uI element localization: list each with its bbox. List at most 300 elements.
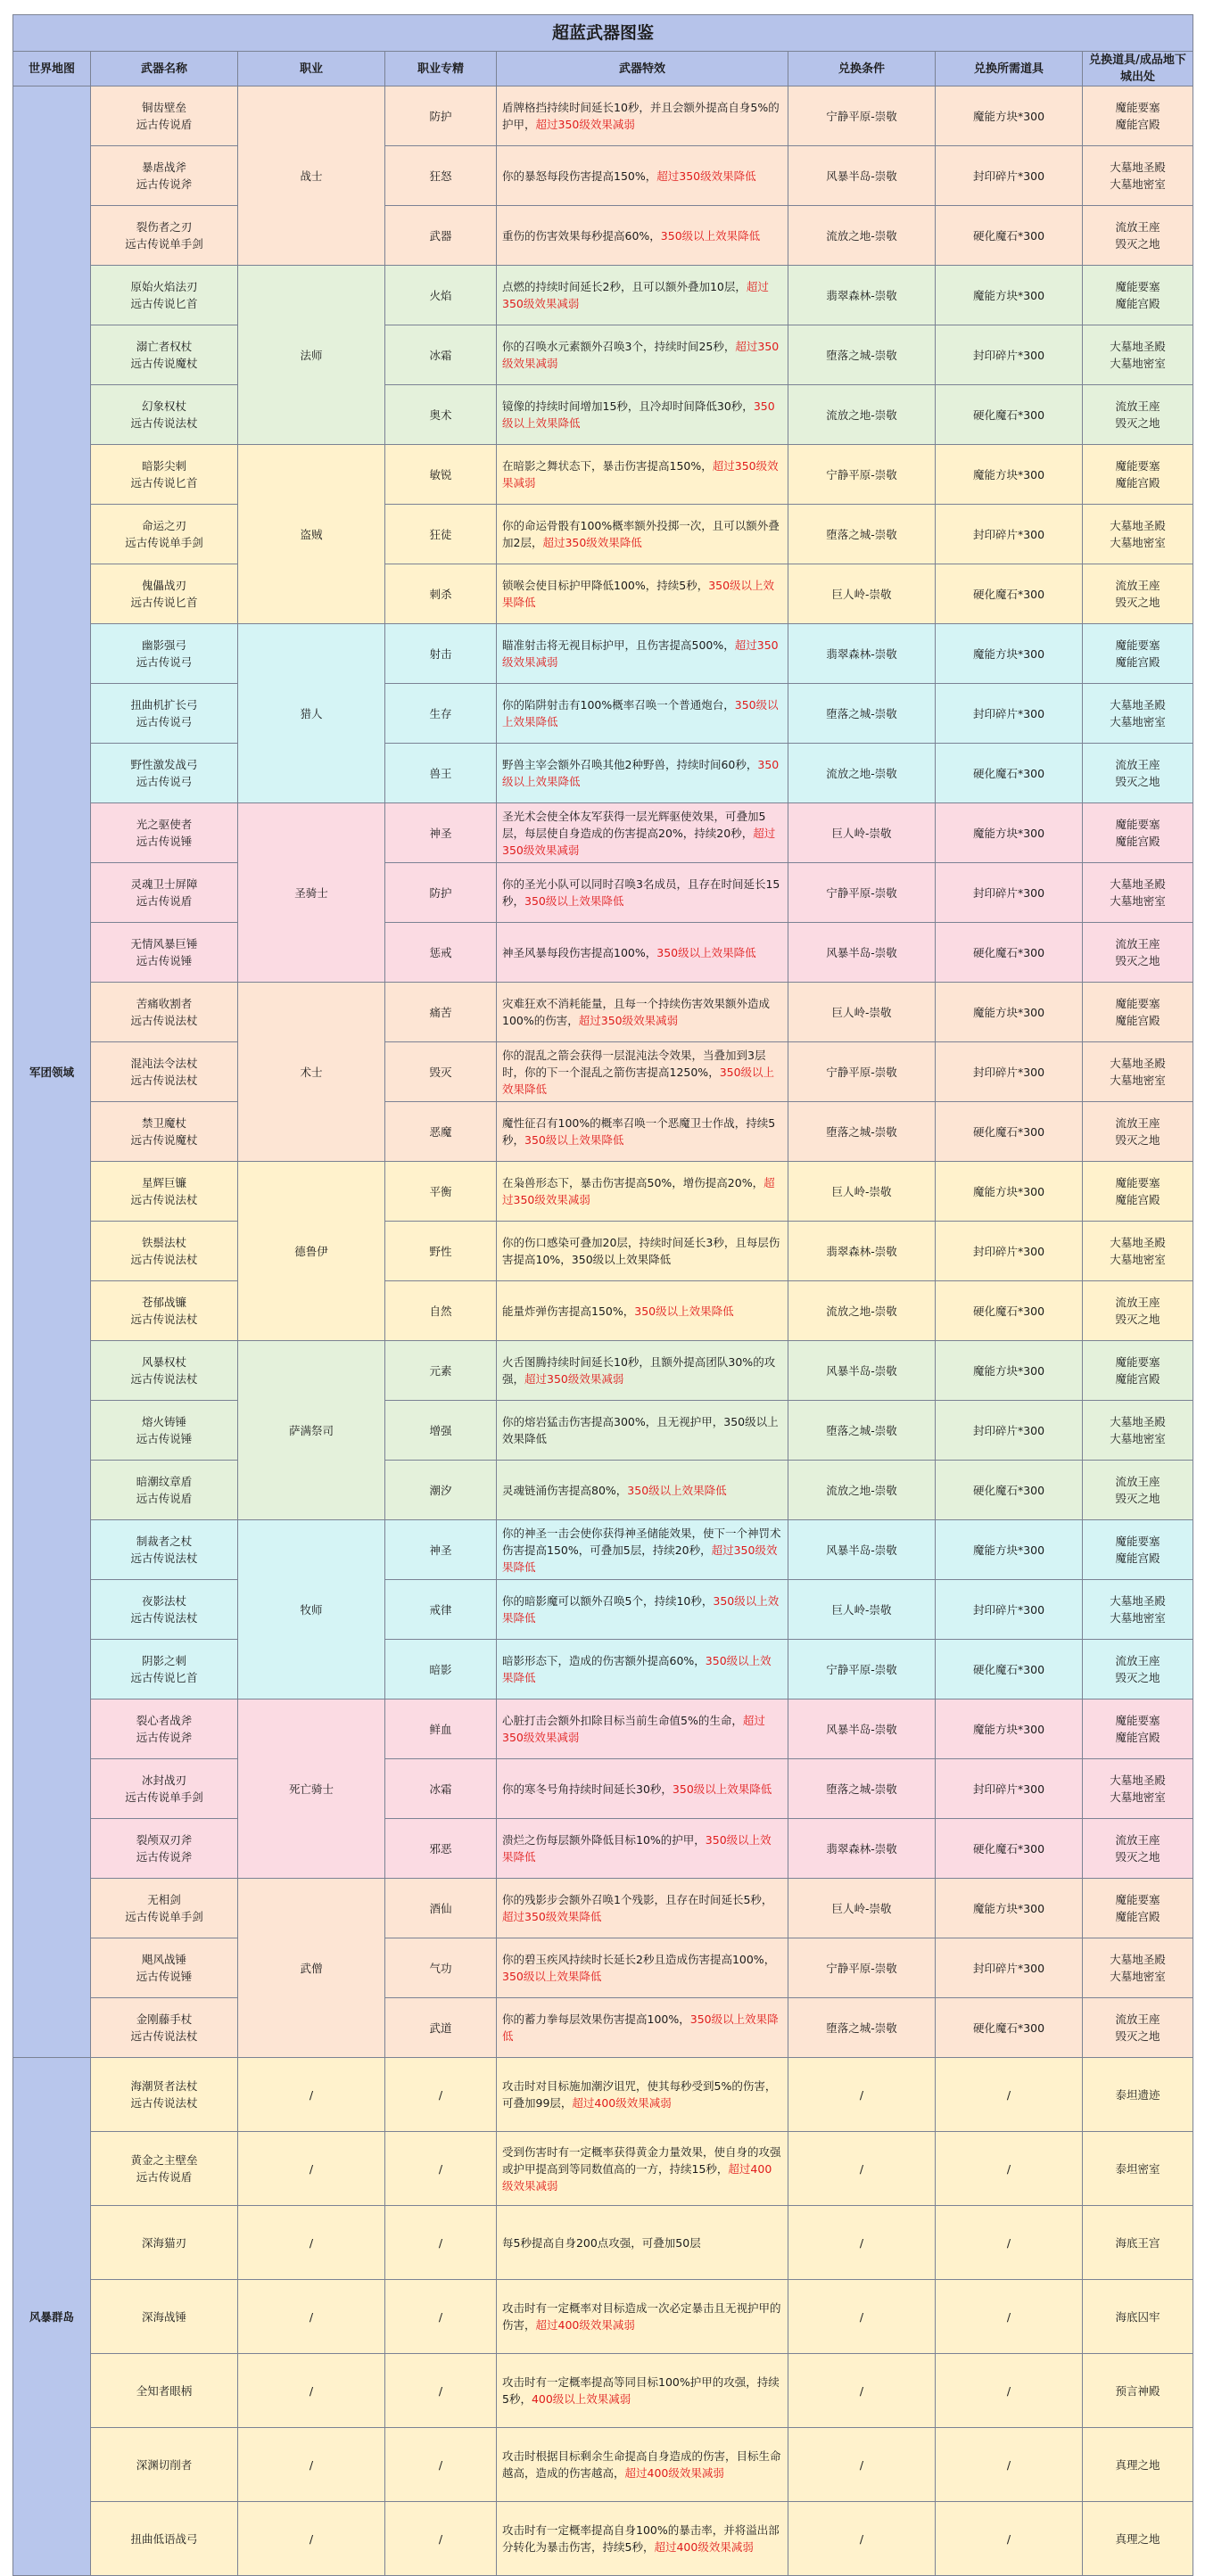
spec-cell: 兽王 bbox=[385, 744, 497, 803]
source-cell bbox=[1083, 1042, 1193, 1102]
item-cell: 魔能方块*300 bbox=[936, 983, 1083, 1042]
weapon-name-cell bbox=[91, 923, 238, 983]
effect-cell bbox=[497, 2280, 788, 2354]
effect-warning: 超过400级效果减弱 bbox=[502, 2161, 772, 2193]
condition-cell: 堕落之城-崇敬 bbox=[788, 325, 936, 385]
effect-text: 攻击时有一定概率提高自身100%的暴击率，并将溢出部分转化为暴击伤害，持续5秒， bbox=[502, 2523, 780, 2554]
effect-text: 锁喉会使目标护甲降低100%，持续5秒， bbox=[502, 579, 709, 592]
weapon-name: 金刚藤手杖 bbox=[136, 2012, 193, 2026]
item-cell: 封印碎片*300 bbox=[936, 505, 1083, 564]
spec-cell: 冰霜 bbox=[385, 1759, 497, 1819]
condition-cell: 巨人岭-崇敬 bbox=[788, 1879, 936, 1938]
spec-cell: / bbox=[385, 2354, 497, 2428]
effect-text: 重伤的伤害效果每秒提高60%， bbox=[502, 228, 661, 243]
source-dungeon: 魔能宫殿 bbox=[1115, 1910, 1160, 1923]
class-cell: 德鲁伊 bbox=[238, 1162, 385, 1341]
source-dungeon: 魔能要塞 bbox=[1115, 997, 1160, 1010]
item-cell: 封印碎片*300 bbox=[936, 1580, 1083, 1640]
table-row bbox=[13, 1222, 1193, 1281]
condition-cell: 宁静平原-崇敬 bbox=[788, 1042, 936, 1102]
effect-warning: 超过350级效果减弱 bbox=[502, 280, 769, 310]
item-cell: / bbox=[936, 2502, 1083, 2576]
table-row bbox=[13, 624, 1193, 684]
source-cell bbox=[1083, 1640, 1193, 1700]
world-map-cell: 风暴群岛 bbox=[13, 2058, 91, 2576]
effect-cell bbox=[497, 684, 788, 744]
header-spec: 职业专精 bbox=[385, 52, 497, 86]
effect-warning: 超过350级效果减弱 bbox=[578, 1014, 679, 1027]
spec-cell: 暗影 bbox=[385, 1640, 497, 1700]
weapon-name: 裂颅双刃斧 bbox=[136, 1833, 193, 1847]
spec-cell: 野性 bbox=[385, 1222, 497, 1281]
effect-warning: 350级以上效果降低 bbox=[502, 579, 775, 609]
header-item: 兑换所需道具 bbox=[936, 52, 1083, 86]
weapon-name-cell bbox=[91, 1879, 238, 1938]
weapon-name-cell bbox=[91, 1580, 238, 1640]
class-cell: / bbox=[238, 2428, 385, 2502]
weapon-type: 远古传说斧 bbox=[136, 1731, 193, 1744]
effect-warning: 超过350级效果减弱 bbox=[502, 826, 776, 857]
condition-cell: 巨人岭-崇敬 bbox=[788, 564, 936, 624]
condition-cell: 宁静平原-崇敬 bbox=[788, 1640, 936, 1700]
weapon-name-cell bbox=[91, 1520, 238, 1580]
weapon-type: 远古传说单手剑 bbox=[125, 237, 203, 251]
source-dungeon: 大墓地密室 bbox=[1110, 1074, 1166, 1087]
weapon-name: 全知者眼柄 bbox=[136, 2383, 193, 2398]
weapon-name: 铁鬃法杖 bbox=[141, 1236, 186, 1249]
source-cell bbox=[1083, 1879, 1193, 1938]
weapon-type: 远古传说单手剑 bbox=[125, 1790, 203, 1804]
page-title: 超蓝武器图鉴 bbox=[13, 15, 1193, 52]
spec-cell: 神圣 bbox=[385, 1520, 497, 1580]
condition-cell: 风暴半岛-崇敬 bbox=[788, 1520, 936, 1580]
condition-cell: 风暴半岛-崇敬 bbox=[788, 146, 936, 206]
weapon-name-cell bbox=[91, 1401, 238, 1461]
condition-cell: 巨人岭-崇敬 bbox=[788, 1162, 936, 1222]
item-cell: 魔能方块*300 bbox=[936, 624, 1083, 684]
item-cell: 封印碎片*300 bbox=[936, 146, 1083, 206]
spec-cell: 刺杀 bbox=[385, 564, 497, 624]
header-class: 职业 bbox=[238, 52, 385, 86]
source-dungeon: 大墓地密室 bbox=[1110, 1432, 1166, 1445]
source-cell bbox=[1083, 624, 1193, 684]
condition-cell: 宁静平原-崇敬 bbox=[788, 445, 936, 505]
source-dungeon: 毁灭之地 bbox=[1115, 1492, 1160, 1505]
table-row bbox=[13, 445, 1193, 505]
table-row bbox=[13, 1580, 1193, 1640]
source-cell bbox=[1083, 564, 1193, 624]
source-cell bbox=[1083, 1819, 1193, 1879]
effect-text: 你的命运骨骰有100%概率额外投掷一次，且可以额外叠加2层， bbox=[502, 519, 780, 549]
source-cell bbox=[1083, 1341, 1193, 1401]
effect-cell bbox=[497, 505, 788, 564]
effect-text: 你的伤口感染可叠加20层，持续时间延长3秒，且每层伤害提高10%，350级以上效果降低 bbox=[502, 1236, 780, 1266]
weapon-name-cell bbox=[91, 1700, 238, 1759]
table-row bbox=[13, 2206, 1193, 2280]
table-row bbox=[13, 1998, 1193, 2058]
weapon-type: 远古传说法杖 bbox=[130, 1074, 198, 1087]
table-row bbox=[13, 923, 1193, 983]
item-cell: 魔能方块*300 bbox=[936, 803, 1083, 863]
weapon-name: 野性激发战弓 bbox=[130, 758, 198, 771]
source-cell bbox=[1083, 445, 1193, 505]
source-dungeon: 大墓地圣殿 bbox=[1110, 1774, 1166, 1787]
source-cell bbox=[1083, 1281, 1193, 1341]
effect-text: 能量炸弹伤害提高150%， bbox=[502, 1304, 635, 1318]
source-dungeon: 毁灭之地 bbox=[1115, 2029, 1160, 2043]
weapon-name: 深海战锤 bbox=[141, 2309, 186, 2324]
weapon-name-cell bbox=[91, 2206, 238, 2280]
table-body bbox=[13, 86, 1193, 2576]
source-cell bbox=[1083, 1938, 1193, 1998]
item-cell: 硬化魔石*300 bbox=[936, 1640, 1083, 1700]
weapon-name: 禁卫魔杖 bbox=[141, 1116, 186, 1130]
table-row bbox=[13, 2280, 1193, 2354]
table-row bbox=[13, 2502, 1193, 2576]
condition-cell: 风暴半岛-崇敬 bbox=[788, 923, 936, 983]
spec-cell: 平衡 bbox=[385, 1162, 497, 1222]
weapon-type: 远古传说法杖 bbox=[130, 2096, 198, 2110]
effect-cell bbox=[497, 983, 788, 1042]
condition-cell: / bbox=[788, 2058, 936, 2132]
source-cell bbox=[1083, 86, 1193, 146]
effect-warning: 350级以上效果降低 bbox=[502, 698, 779, 728]
effect-cell bbox=[497, 445, 788, 505]
table-row bbox=[13, 744, 1193, 803]
weapon-name: 阴影之刺 bbox=[141, 1654, 186, 1667]
source-dungeon: 魔能宫殿 bbox=[1115, 1193, 1160, 1206]
weapon-name-cell bbox=[91, 1461, 238, 1520]
weapon-type: 远古传说锤 bbox=[136, 835, 193, 848]
weapon-name-cell bbox=[91, 1640, 238, 1700]
effect-text: 暗影形态下，造成的伤害额外提高60%， bbox=[502, 1654, 706, 1667]
condition-cell: 宁静平原-崇敬 bbox=[788, 863, 936, 923]
class-cell: / bbox=[238, 2280, 385, 2354]
item-cell: 硬化魔石*300 bbox=[936, 1102, 1083, 1162]
source-dungeon: 毁灭之地 bbox=[1115, 237, 1160, 251]
weapon-name-cell bbox=[91, 2502, 238, 2576]
effect-cell bbox=[497, 1520, 788, 1580]
source-dungeon: 魔能要塞 bbox=[1115, 1355, 1160, 1369]
source-dungeon: 大墓地圣殿 bbox=[1110, 519, 1166, 532]
source-dungeon: 毁灭之地 bbox=[1115, 954, 1160, 967]
table-row bbox=[13, 266, 1193, 325]
weapon-name-cell bbox=[91, 266, 238, 325]
item-cell: / bbox=[936, 2354, 1083, 2428]
effect-cell bbox=[497, 2132, 788, 2206]
weapon-name: 扭曲机扩长弓 bbox=[130, 698, 198, 712]
effect-text: 攻击时有一定概率对目标造成一次必定暴击且无视护甲的伤害， bbox=[502, 2301, 781, 2332]
spec-cell: / bbox=[385, 2206, 497, 2280]
weapon-name-cell bbox=[91, 206, 238, 266]
effect-cell bbox=[497, 86, 788, 146]
condition-cell: 宁静平原-崇敬 bbox=[788, 86, 936, 146]
condition-cell: 堕落之城-崇敬 bbox=[788, 1759, 936, 1819]
weapon-type: 远古传说法杖 bbox=[130, 1193, 198, 1206]
source-cell bbox=[1083, 803, 1193, 863]
table-row bbox=[13, 1938, 1193, 1998]
effect-warning: 400级以上效果减弱 bbox=[531, 2392, 631, 2406]
effect-warning: 超过400级效果减弱 bbox=[535, 2318, 635, 2332]
class-cell: 牧师 bbox=[238, 1520, 385, 1700]
effect-warning: 350级以上效果降低 bbox=[524, 894, 624, 908]
weapon-name-cell bbox=[91, 2428, 238, 2502]
source-dungeon: 流放王座 bbox=[1115, 1475, 1160, 1488]
weapon-name: 傀儡战刃 bbox=[141, 579, 186, 592]
weapon-name: 裂心者战斧 bbox=[136, 1714, 193, 1727]
source-dungeon: 流放王座 bbox=[1115, 937, 1160, 951]
class-cell: / bbox=[238, 2354, 385, 2428]
source-cell bbox=[1083, 1222, 1193, 1281]
source-dungeon: 魔能宫殿 bbox=[1115, 1014, 1160, 1027]
effect-warning: 350级以上效果降低 bbox=[634, 1304, 734, 1318]
spec-cell: 邪恶 bbox=[385, 1819, 497, 1879]
weapon-name: 熔火铸锤 bbox=[141, 1415, 186, 1428]
item-cell: 封印碎片*300 bbox=[936, 1222, 1083, 1281]
effect-cell bbox=[497, 1640, 788, 1700]
effect-cell bbox=[497, 1042, 788, 1102]
effect-cell bbox=[497, 1580, 788, 1640]
effect-cell bbox=[497, 1819, 788, 1879]
effect-cell bbox=[497, 624, 788, 684]
weapon-name-cell bbox=[91, 863, 238, 923]
effect-text: 你的寒冬号角持续时间延长30秒， bbox=[502, 1782, 673, 1796]
spec-cell: 武器 bbox=[385, 206, 497, 266]
source-cell bbox=[1083, 1580, 1193, 1640]
weapon-name: 命运之刃 bbox=[141, 519, 186, 532]
weapon-type: 远古传说法杖 bbox=[130, 1253, 198, 1266]
weapon-type: 远古传说斧 bbox=[136, 1850, 193, 1864]
source-dungeon: 流放王座 bbox=[1115, 1296, 1160, 1309]
source-dungeon: 大墓地圣殿 bbox=[1110, 340, 1166, 353]
item-cell: / bbox=[936, 2206, 1083, 2280]
effect-text: 灵魂链涌伤害提高80%， bbox=[502, 1483, 628, 1497]
spec-cell: 惩戒 bbox=[385, 923, 497, 983]
class-cell: / bbox=[238, 2058, 385, 2132]
spec-cell: 神圣 bbox=[385, 803, 497, 863]
weapon-type: 远古传说法杖 bbox=[130, 1372, 198, 1386]
effect-cell bbox=[497, 803, 788, 863]
item-cell: 硬化魔石*300 bbox=[936, 1819, 1083, 1879]
effect-text: 心脏打击会额外扣除目标当前生命值5%的生命， bbox=[502, 1714, 743, 1727]
class-cell: 盗贼 bbox=[238, 445, 385, 624]
effect-cell bbox=[497, 1102, 788, 1162]
spec-cell: 鲜血 bbox=[385, 1700, 497, 1759]
spec-cell: 防护 bbox=[385, 863, 497, 923]
source-dungeon: 魔能宫殿 bbox=[1115, 1731, 1160, 1744]
source-dungeon: 毁灭之地 bbox=[1115, 416, 1160, 430]
source-cell bbox=[1083, 2206, 1193, 2280]
effect-cell bbox=[497, 1879, 788, 1938]
table-row bbox=[13, 1401, 1193, 1461]
weapon-type: 远古传说匕首 bbox=[130, 476, 198, 490]
weapon-name: 无相剑 bbox=[147, 1893, 181, 1906]
weapon-type: 远古传说斧 bbox=[136, 177, 193, 191]
effect-text: 你的陷阱射击有100%概率召唤一个普通炮台， bbox=[502, 698, 735, 712]
condition-cell: 流放之地-崇敬 bbox=[788, 1281, 936, 1341]
source-cell bbox=[1083, 1520, 1193, 1580]
source-dungeon: 流放王座 bbox=[1115, 399, 1160, 413]
table-row bbox=[13, 505, 1193, 564]
effect-text: 溃烂之伤每层额外降低目标10%的护甲， bbox=[502, 1833, 706, 1847]
class-cell: / bbox=[238, 2132, 385, 2206]
source-dungeon: 大墓地密室 bbox=[1110, 1253, 1166, 1266]
effect-warning: 超过400级效果减弱 bbox=[572, 2096, 672, 2110]
weapon-name: 冰封战刃 bbox=[141, 1774, 186, 1787]
effect-warning: 超过350级效果减弱 bbox=[535, 118, 635, 131]
weapon-name: 混沌法令法杖 bbox=[130, 1057, 198, 1070]
effect-warning: 350级以上效果降低 bbox=[502, 1970, 602, 1983]
source-cell bbox=[1083, 1102, 1193, 1162]
item-cell: 硬化魔石*300 bbox=[936, 385, 1083, 445]
weapon-name: 海潮贤者法杖 bbox=[130, 2079, 198, 2093]
table-row bbox=[13, 1520, 1193, 1580]
effect-cell bbox=[497, 1162, 788, 1222]
weapon-name-cell bbox=[91, 1042, 238, 1102]
weapon-name-cell bbox=[91, 1222, 238, 1281]
effect-warning: 350级以上效果降低 bbox=[656, 945, 756, 959]
spec-cell: 增强 bbox=[385, 1401, 497, 1461]
weapon-type: 远古传说魔杖 bbox=[130, 1133, 198, 1147]
effect-warning: 350级以上效果降低 bbox=[502, 1654, 772, 1684]
source-cell bbox=[1083, 1401, 1193, 1461]
effect-cell bbox=[497, 206, 788, 266]
source-dungeon: 大墓地圣殿 bbox=[1110, 1236, 1166, 1249]
item-cell: 魔能方块*300 bbox=[936, 1341, 1083, 1401]
effect-text: 你的召唤水元素额外召唤3个，持续时间25秒， bbox=[502, 340, 736, 353]
condition-cell: 堕落之城-崇敬 bbox=[788, 1401, 936, 1461]
source-dungeon: 真理之地 bbox=[1115, 2531, 1160, 2546]
weapon-name-cell bbox=[91, 1341, 238, 1401]
item-cell: 魔能方块*300 bbox=[936, 445, 1083, 505]
source-cell bbox=[1083, 2280, 1193, 2354]
effect-text: 你的神圣一击会使你获得神圣储能效果，使下一个神罚术伤害提高150%，可叠加5层，持续20秒， bbox=[502, 1526, 781, 1557]
class-cell: / bbox=[238, 2206, 385, 2280]
weapon-type: 远古传说匕首 bbox=[130, 596, 198, 609]
spec-cell: 自然 bbox=[385, 1281, 497, 1341]
weapon-name: 暴虐战斧 bbox=[141, 160, 186, 174]
table-row bbox=[13, 1700, 1193, 1759]
source-dungeon: 大墓地密室 bbox=[1110, 1970, 1166, 1983]
effect-warning: 超过350级效果降低 bbox=[502, 1910, 602, 1923]
weapon-name: 铜齿壁垒 bbox=[141, 101, 186, 114]
weapon-type: 远古传说法杖 bbox=[130, 1611, 198, 1625]
effect-warning: 350级以上效果降低 bbox=[502, 2012, 779, 2043]
table-row bbox=[13, 325, 1193, 385]
weapon-type: 远古传说盾 bbox=[136, 1492, 193, 1505]
source-dungeon: 魔能宫殿 bbox=[1115, 835, 1160, 848]
source-dungeon: 大墓地圣殿 bbox=[1110, 1594, 1166, 1608]
source-dungeon: 魔能要塞 bbox=[1115, 280, 1160, 293]
item-cell: 硬化魔石*300 bbox=[936, 1461, 1083, 1520]
weapon-sheet bbox=[12, 14, 1193, 2576]
effect-cell bbox=[497, 1938, 788, 1998]
effect-cell bbox=[497, 266, 788, 325]
spec-cell: / bbox=[385, 2058, 497, 2132]
effect-cell bbox=[497, 1998, 788, 2058]
source-cell bbox=[1083, 2428, 1193, 2502]
weapon-name-cell bbox=[91, 146, 238, 206]
effect-cell bbox=[497, 325, 788, 385]
spec-cell: 恶魔 bbox=[385, 1102, 497, 1162]
source-dungeon: 魔能宫殿 bbox=[1115, 1372, 1160, 1386]
source-dungeon: 大墓地密室 bbox=[1110, 715, 1166, 728]
effect-text: 神圣风暴每段伤害提高100%， bbox=[502, 945, 657, 959]
item-cell: 硬化魔石*300 bbox=[936, 923, 1083, 983]
weapon-type: 远古传说法杖 bbox=[130, 2029, 198, 2043]
table-row bbox=[13, 1042, 1193, 1102]
source-dungeon: 大墓地密室 bbox=[1110, 177, 1166, 191]
weapon-name: 幻象权杖 bbox=[141, 399, 186, 413]
effect-text: 野兽主宰会额外召唤其他2种野兽，持续时间60秒， bbox=[502, 758, 758, 771]
spec-cell: 防护 bbox=[385, 86, 497, 146]
effect-warning: 350级以上效果降低 bbox=[627, 1483, 727, 1497]
effect-warning: 超过350级效果减弱 bbox=[502, 1714, 765, 1744]
spec-cell: 酒仙 bbox=[385, 1879, 497, 1938]
spec-cell: / bbox=[385, 2132, 497, 2206]
source-dungeon: 魔能要塞 bbox=[1115, 1535, 1160, 1548]
effect-cell bbox=[497, 146, 788, 206]
weapon-type: 远古传说盾 bbox=[136, 894, 193, 908]
condition-cell: / bbox=[788, 2206, 936, 2280]
spec-cell: 毁灭 bbox=[385, 1042, 497, 1102]
effect-cell bbox=[497, 1461, 788, 1520]
table-row bbox=[13, 146, 1193, 206]
spec-cell: 戒律 bbox=[385, 1580, 497, 1640]
source-dungeon: 大墓地密室 bbox=[1110, 536, 1166, 549]
table-row bbox=[13, 564, 1193, 624]
source-dungeon: 毁灭之地 bbox=[1115, 596, 1160, 609]
effect-warning: 350级以上效果降低 bbox=[672, 1782, 772, 1796]
condition-cell: 翡翠森林-崇敬 bbox=[788, 1222, 936, 1281]
spec-cell: / bbox=[385, 2280, 497, 2354]
source-cell bbox=[1083, 266, 1193, 325]
effect-cell bbox=[497, 1341, 788, 1401]
source-cell bbox=[1083, 206, 1193, 266]
source-cell bbox=[1083, 325, 1193, 385]
effect-cell bbox=[497, 923, 788, 983]
class-cell: 法师 bbox=[238, 266, 385, 445]
effect-text: 你的蓄力拳每层效果伤害提高100%， bbox=[502, 2012, 690, 2026]
table-row bbox=[13, 2428, 1193, 2502]
condition-cell: 堕落之城-崇敬 bbox=[788, 684, 936, 744]
effect-text: 点燃的持续时间延长2秒，且可以额外叠加10层， bbox=[502, 280, 747, 293]
weapon-name-cell bbox=[91, 564, 238, 624]
source-dungeon: 魔能宫殿 bbox=[1115, 1551, 1160, 1565]
weapon-name-cell bbox=[91, 1162, 238, 1222]
table-row bbox=[13, 2132, 1193, 2206]
source-dungeon: 流放王座 bbox=[1115, 1116, 1160, 1130]
effect-text: 受到伤害时有一定概率获得黄金力量效果，使自身的攻强或护甲提高到等同数值高的一方，持续15秒， bbox=[502, 2144, 781, 2176]
weapon-name-cell bbox=[91, 2354, 238, 2428]
spec-cell: 敏锐 bbox=[385, 445, 497, 505]
source-dungeon: 魔能宫殿 bbox=[1115, 476, 1160, 490]
effect-cell bbox=[497, 564, 788, 624]
condition-cell: 流放之地-崇敬 bbox=[788, 1461, 936, 1520]
weapon-type: 远古传说锤 bbox=[136, 1970, 193, 1983]
table-row bbox=[13, 1341, 1193, 1401]
table-row bbox=[13, 1162, 1193, 1222]
condition-cell: 堕落之城-崇敬 bbox=[788, 1998, 936, 2058]
spec-cell: 武道 bbox=[385, 1998, 497, 2058]
weapon-type: 远古传说盾 bbox=[136, 118, 193, 131]
effect-cell bbox=[497, 2354, 788, 2428]
source-cell bbox=[1083, 2502, 1193, 2576]
spec-cell: 气功 bbox=[385, 1938, 497, 1998]
source-cell bbox=[1083, 1759, 1193, 1819]
source-dungeon: 大墓地密室 bbox=[1110, 894, 1166, 908]
table-row bbox=[13, 206, 1193, 266]
